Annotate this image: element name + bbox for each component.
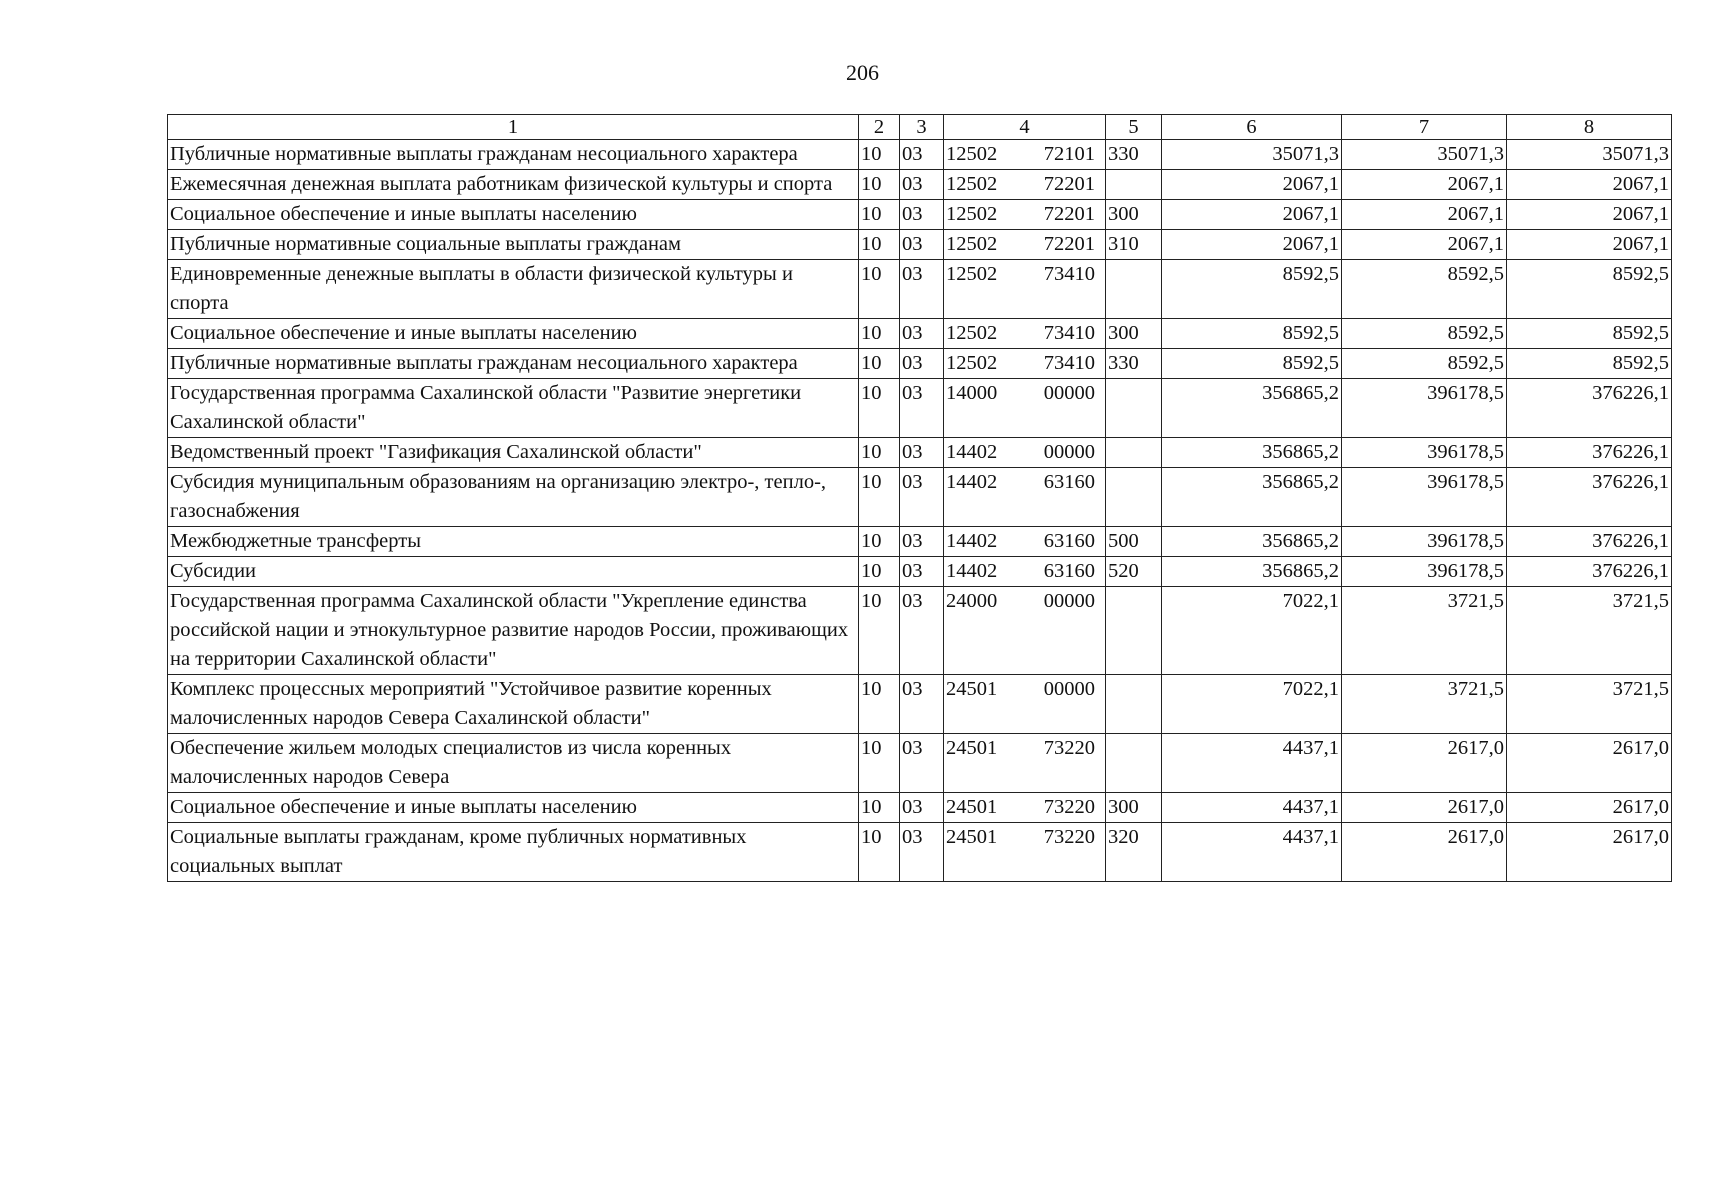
program-code: 14000 bbox=[946, 382, 998, 404]
table-row bbox=[168, 379, 1672, 438]
amount-col-6: 35071,3 bbox=[1162, 140, 1342, 170]
program-code: 12502 bbox=[946, 263, 998, 285]
section-code: 10 bbox=[859, 319, 900, 349]
amount-col-8: 2067,1 bbox=[1507, 230, 1672, 260]
row-name: Субсидия муниципальным образованиям на организацию электро-, тепло-, газоснабжения bbox=[168, 468, 859, 527]
expense-type-code bbox=[1106, 438, 1162, 468]
direction-code: 73220 bbox=[1043, 796, 1095, 818]
expense-type-code: 330 bbox=[1106, 140, 1162, 170]
section-code: 10 bbox=[859, 170, 900, 200]
target-article-code bbox=[944, 734, 1106, 793]
amount-col-8: 2617,0 bbox=[1507, 734, 1672, 793]
subsection-code: 03 bbox=[900, 527, 944, 557]
amount-col-7: 396178,5 bbox=[1342, 468, 1507, 527]
target-article-code bbox=[944, 200, 1106, 230]
target-article-code bbox=[944, 675, 1106, 734]
table-row bbox=[168, 468, 1672, 527]
amount-col-7: 8592,5 bbox=[1342, 349, 1507, 379]
amount-col-6: 8592,5 bbox=[1162, 319, 1342, 349]
table-row bbox=[168, 200, 1672, 230]
section-code: 10 bbox=[859, 349, 900, 379]
table-row bbox=[168, 230, 1672, 260]
table-row bbox=[168, 734, 1672, 793]
section-code: 10 bbox=[859, 557, 900, 587]
table-row bbox=[168, 557, 1672, 587]
row-name: Государственная программа Сахалинской области "Развитие энергетики Сахалинской области" bbox=[168, 379, 859, 438]
amount-col-7: 3721,5 bbox=[1342, 587, 1507, 675]
column-header-2: 2 bbox=[859, 115, 900, 140]
target-article-code bbox=[944, 230, 1106, 260]
row-name: Субсидии bbox=[168, 557, 859, 587]
section-code: 10 bbox=[859, 200, 900, 230]
amount-col-6: 2067,1 bbox=[1162, 170, 1342, 200]
table-row bbox=[168, 260, 1672, 319]
amount-col-7: 35071,3 bbox=[1342, 140, 1507, 170]
direction-code: 00000 bbox=[1043, 382, 1095, 404]
amount-col-6: 4437,1 bbox=[1162, 734, 1342, 793]
row-name: Публичные нормативные социальные выплаты гражданам bbox=[168, 230, 859, 260]
amount-col-8: 2067,1 bbox=[1507, 200, 1672, 230]
expense-type-code: 330 bbox=[1106, 349, 1162, 379]
table-row bbox=[168, 587, 1672, 675]
subsection-code: 03 bbox=[900, 587, 944, 675]
expense-type-code: 310 bbox=[1106, 230, 1162, 260]
amount-col-8: 2067,1 bbox=[1507, 170, 1672, 200]
row-name: Социальное обеспечение и иные выплаты населению bbox=[168, 200, 859, 230]
amount-col-8: 3721,5 bbox=[1507, 587, 1672, 675]
subsection-code: 03 bbox=[900, 230, 944, 260]
amount-col-6: 2067,1 bbox=[1162, 230, 1342, 260]
amount-col-6: 8592,5 bbox=[1162, 260, 1342, 319]
section-code: 10 bbox=[859, 438, 900, 468]
target-article-code bbox=[944, 793, 1106, 823]
column-header-6: 6 bbox=[1162, 115, 1342, 140]
program-code: 12502 bbox=[946, 173, 998, 195]
target-article-code bbox=[944, 468, 1106, 527]
amount-col-6: 7022,1 bbox=[1162, 675, 1342, 734]
program-code: 24501 bbox=[946, 796, 998, 818]
subsection-code: 03 bbox=[900, 200, 944, 230]
amount-col-6: 2067,1 bbox=[1162, 200, 1342, 230]
program-code: 12502 bbox=[946, 352, 998, 374]
subsection-code: 03 bbox=[900, 170, 944, 200]
section-code: 10 bbox=[859, 587, 900, 675]
amount-col-8: 2617,0 bbox=[1507, 793, 1672, 823]
target-article-code bbox=[944, 170, 1106, 200]
section-code: 10 bbox=[859, 734, 900, 793]
direction-code: 72201 bbox=[1043, 173, 1095, 195]
target-article-code bbox=[944, 557, 1106, 587]
target-article-code bbox=[944, 438, 1106, 468]
target-article-code bbox=[944, 823, 1106, 882]
expense-type-code: 300 bbox=[1106, 793, 1162, 823]
table-header bbox=[168, 115, 1672, 140]
amount-col-7: 396178,5 bbox=[1342, 379, 1507, 438]
row-name: Публичные нормативные выплаты гражданам несоциального характера bbox=[168, 349, 859, 379]
column-header-7: 7 bbox=[1342, 115, 1507, 140]
subsection-code: 03 bbox=[900, 260, 944, 319]
budget-table bbox=[167, 114, 1672, 882]
table-row bbox=[168, 527, 1672, 557]
target-article-code bbox=[944, 379, 1106, 438]
section-code: 10 bbox=[859, 527, 900, 557]
expense-type-code: 520 bbox=[1106, 557, 1162, 587]
amount-col-8: 376226,1 bbox=[1507, 527, 1672, 557]
amount-col-8: 376226,1 bbox=[1507, 438, 1672, 468]
direction-code: 00000 bbox=[1043, 590, 1095, 612]
target-article-code bbox=[944, 140, 1106, 170]
amount-col-7: 8592,5 bbox=[1342, 260, 1507, 319]
program-code: 14402 bbox=[946, 441, 998, 463]
expense-type-code: 300 bbox=[1106, 200, 1162, 230]
page-number: 206 bbox=[846, 60, 879, 85]
program-code: 14402 bbox=[946, 560, 998, 582]
program-code: 24501 bbox=[946, 737, 998, 759]
section-code: 10 bbox=[859, 793, 900, 823]
column-header-3: 3 bbox=[900, 115, 944, 140]
row-name: Публичные нормативные выплаты гражданам несоциального характера bbox=[168, 140, 859, 170]
header-row bbox=[168, 115, 1672, 140]
direction-code: 63160 bbox=[1043, 471, 1095, 493]
direction-code: 73410 bbox=[1043, 352, 1095, 374]
direction-code: 00000 bbox=[1043, 441, 1095, 463]
expense-type-code: 300 bbox=[1106, 319, 1162, 349]
row-name: Межбюджетные трансферты bbox=[168, 527, 859, 557]
target-article-code bbox=[944, 349, 1106, 379]
amount-col-6: 356865,2 bbox=[1162, 468, 1342, 527]
program-code: 14402 bbox=[946, 471, 998, 493]
amount-col-6: 4437,1 bbox=[1162, 793, 1342, 823]
row-name: Социальные выплаты гражданам, кроме публичных нормативных социальных выплат bbox=[168, 823, 859, 882]
amount-col-8: 2617,0 bbox=[1507, 823, 1672, 882]
column-header-4: 4 bbox=[944, 115, 1106, 140]
amount-col-7: 396178,5 bbox=[1342, 438, 1507, 468]
table-row bbox=[168, 438, 1672, 468]
program-code: 12502 bbox=[946, 322, 998, 344]
direction-code: 72201 bbox=[1043, 203, 1095, 225]
expense-type-code bbox=[1106, 468, 1162, 527]
section-code: 10 bbox=[859, 823, 900, 882]
subsection-code: 03 bbox=[900, 438, 944, 468]
amount-col-7: 2617,0 bbox=[1342, 823, 1507, 882]
row-name: Социальное обеспечение и иные выплаты населению bbox=[168, 793, 859, 823]
amount-col-7: 2067,1 bbox=[1342, 200, 1507, 230]
table-row bbox=[168, 823, 1672, 882]
amount-col-8: 376226,1 bbox=[1507, 557, 1672, 587]
program-code: 24501 bbox=[946, 826, 998, 848]
program-code: 12502 bbox=[946, 233, 998, 255]
program-code: 12502 bbox=[946, 203, 998, 225]
subsection-code: 03 bbox=[900, 557, 944, 587]
target-article-code bbox=[944, 527, 1106, 557]
section-code: 10 bbox=[859, 468, 900, 527]
subsection-code: 03 bbox=[900, 319, 944, 349]
table-row bbox=[168, 319, 1672, 349]
subsection-code: 03 bbox=[900, 675, 944, 734]
amount-col-7: 3721,5 bbox=[1342, 675, 1507, 734]
direction-code: 73410 bbox=[1043, 322, 1095, 344]
amount-col-6: 356865,2 bbox=[1162, 379, 1342, 438]
amount-col-7: 396178,5 bbox=[1342, 527, 1507, 557]
amount-col-7: 2067,1 bbox=[1342, 230, 1507, 260]
program-code: 24000 bbox=[946, 590, 998, 612]
amount-col-7: 8592,5 bbox=[1342, 319, 1507, 349]
program-code: 14402 bbox=[946, 530, 998, 552]
section-code: 10 bbox=[859, 230, 900, 260]
direction-code: 72101 bbox=[1043, 143, 1095, 165]
section-code: 10 bbox=[859, 379, 900, 438]
amount-col-8: 3721,5 bbox=[1507, 675, 1672, 734]
amount-col-8: 8592,5 bbox=[1507, 319, 1672, 349]
section-code: 10 bbox=[859, 260, 900, 319]
row-name: Государственная программа Сахалинской области "Укрепление единства российской нации и этнокультурное развитие народов России, проживающих на территории Сахалинской области" bbox=[168, 587, 859, 675]
expense-type-code bbox=[1106, 587, 1162, 675]
target-article-code bbox=[944, 319, 1106, 349]
column-header-5: 5 bbox=[1106, 115, 1162, 140]
amount-col-6: 356865,2 bbox=[1162, 557, 1342, 587]
section-code: 10 bbox=[859, 675, 900, 734]
amount-col-6: 356865,2 bbox=[1162, 527, 1342, 557]
row-name: Ежемесячная денежная выплата работникам физической культуры и спорта bbox=[168, 170, 859, 200]
subsection-code: 03 bbox=[900, 468, 944, 527]
subsection-code: 03 bbox=[900, 793, 944, 823]
subsection-code: 03 bbox=[900, 140, 944, 170]
target-article-code bbox=[944, 260, 1106, 319]
amount-col-8: 35071,3 bbox=[1507, 140, 1672, 170]
amount-col-6: 4437,1 bbox=[1162, 823, 1342, 882]
target-article-code bbox=[944, 587, 1106, 675]
direction-code: 63160 bbox=[1043, 560, 1095, 582]
table-row bbox=[168, 170, 1672, 200]
row-name: Единовременные денежные выплаты в области физической культуры и спорта bbox=[168, 260, 859, 319]
amount-col-7: 2617,0 bbox=[1342, 793, 1507, 823]
amount-col-6: 8592,5 bbox=[1162, 349, 1342, 379]
expense-type-code bbox=[1106, 170, 1162, 200]
amount-col-8: 8592,5 bbox=[1507, 349, 1672, 379]
expense-type-code bbox=[1106, 734, 1162, 793]
table-row bbox=[168, 675, 1672, 734]
direction-code: 63160 bbox=[1043, 530, 1095, 552]
direction-code: 00000 bbox=[1043, 678, 1095, 700]
column-header-1: 1 bbox=[168, 115, 859, 140]
table-row bbox=[168, 140, 1672, 170]
direction-code: 73220 bbox=[1043, 826, 1095, 848]
amount-col-7: 2067,1 bbox=[1342, 170, 1507, 200]
section-code: 10 bbox=[859, 140, 900, 170]
amount-col-8: 8592,5 bbox=[1507, 260, 1672, 319]
direction-code: 72201 bbox=[1043, 233, 1095, 255]
subsection-code: 03 bbox=[900, 349, 944, 379]
subsection-code: 03 bbox=[900, 734, 944, 793]
program-code: 24501 bbox=[946, 678, 998, 700]
program-code: 12502 bbox=[946, 143, 998, 165]
amount-col-7: 396178,5 bbox=[1342, 557, 1507, 587]
row-name: Обеспечение жильем молодых специалистов из числа коренных малочисленных народов Севера bbox=[168, 734, 859, 793]
row-name: Комплекс процессных мероприятий "Устойчивое развитие коренных малочисленных народов Севера Сахалинской области" bbox=[168, 675, 859, 734]
subsection-code: 03 bbox=[900, 379, 944, 438]
direction-code: 73220 bbox=[1043, 737, 1095, 759]
amount-col-6: 356865,2 bbox=[1162, 438, 1342, 468]
amount-col-7: 2617,0 bbox=[1342, 734, 1507, 793]
expense-type-code: 500 bbox=[1106, 527, 1162, 557]
subsection-code: 03 bbox=[900, 823, 944, 882]
amount-col-8: 376226,1 bbox=[1507, 379, 1672, 438]
expense-type-code bbox=[1106, 675, 1162, 734]
row-name: Социальное обеспечение и иные выплаты населению bbox=[168, 319, 859, 349]
amount-col-8: 376226,1 bbox=[1507, 468, 1672, 527]
expense-type-code bbox=[1106, 379, 1162, 438]
table-body bbox=[168, 140, 1672, 882]
expense-type-code bbox=[1106, 260, 1162, 319]
column-header-8: 8 bbox=[1507, 115, 1672, 140]
row-name: Ведомственный проект "Газификация Сахалинской области" bbox=[168, 438, 859, 468]
table-row bbox=[168, 349, 1672, 379]
amount-col-6: 7022,1 bbox=[1162, 587, 1342, 675]
expense-type-code: 320 bbox=[1106, 823, 1162, 882]
direction-code: 73410 bbox=[1043, 263, 1095, 285]
table-row bbox=[168, 793, 1672, 823]
